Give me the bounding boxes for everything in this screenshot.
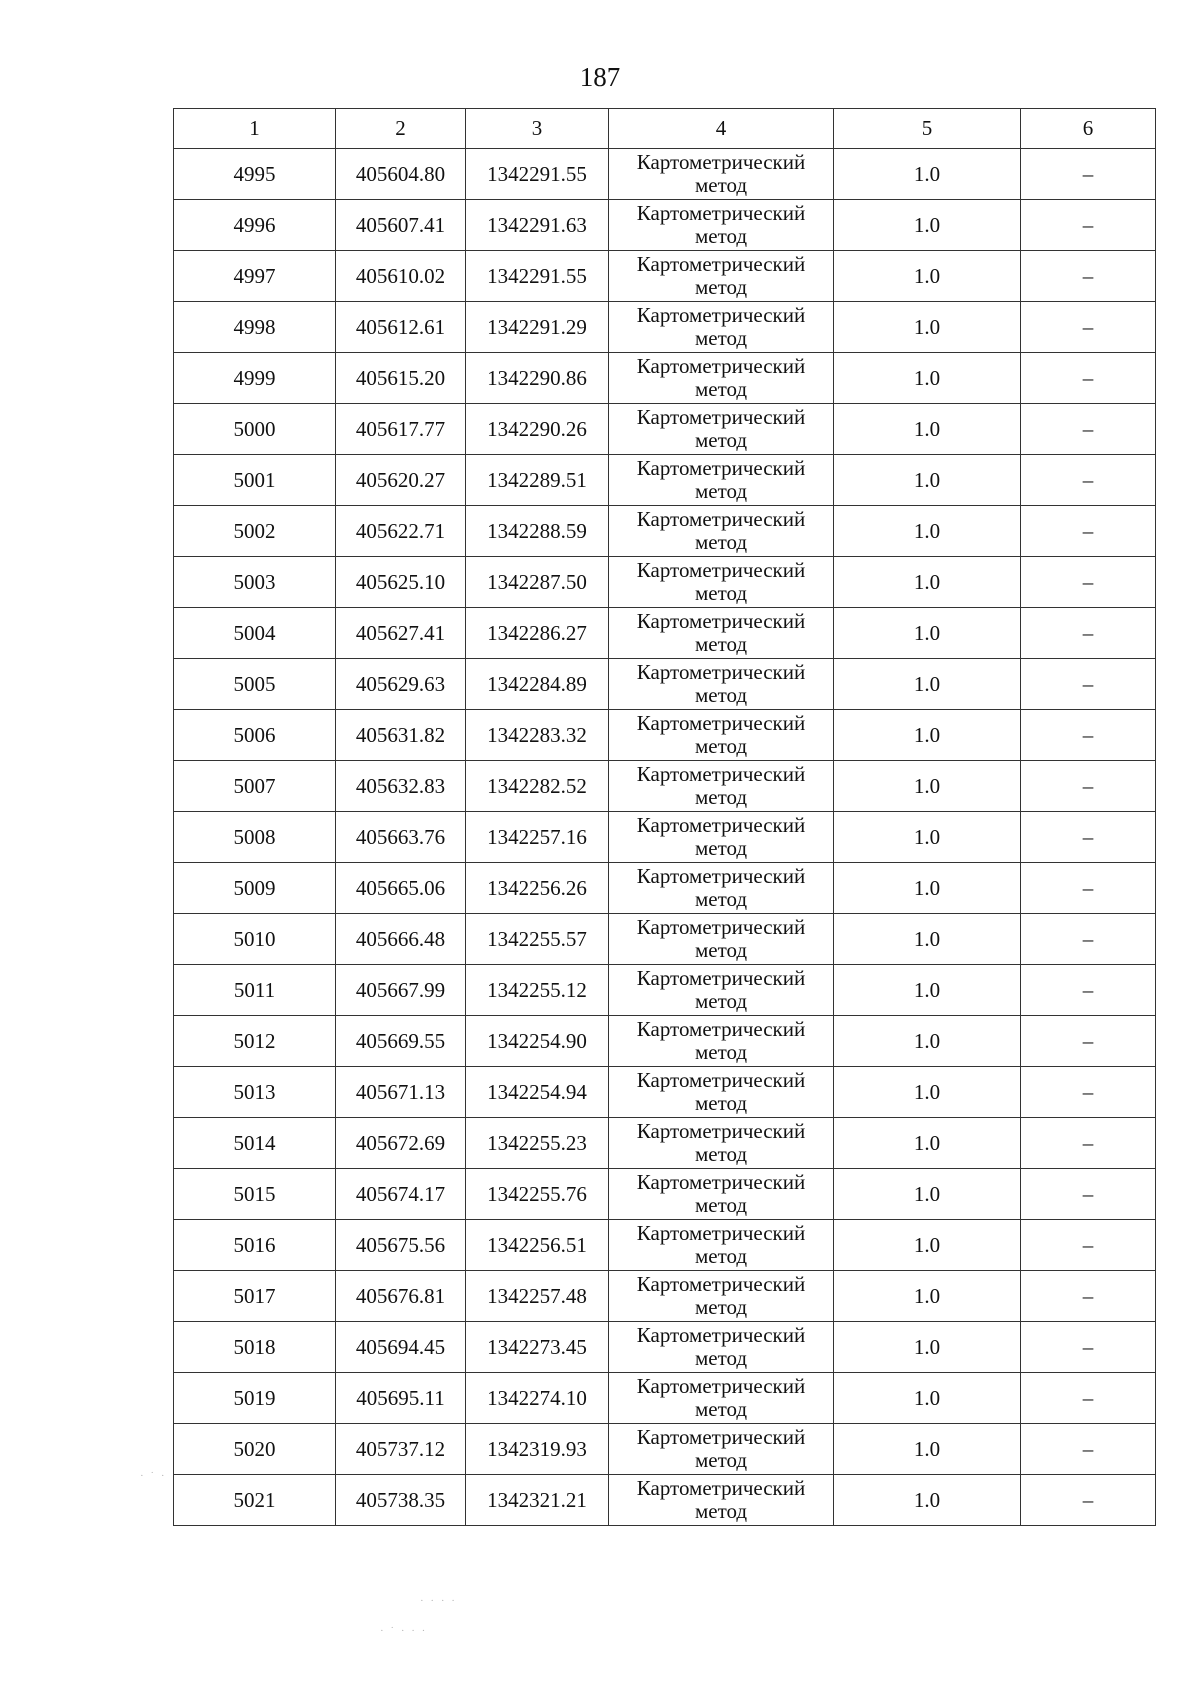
- method-cell: Картометрический метод: [609, 404, 834, 455]
- point-number-cell: 4999: [174, 353, 336, 404]
- table-row: [174, 1220, 1156, 1271]
- point-number-cell: 5014: [174, 1118, 336, 1169]
- method-cell: Картометрический метод: [609, 557, 834, 608]
- accuracy-cell: 1.0: [834, 863, 1021, 914]
- y-coordinate-cell: 1342289.51: [466, 455, 609, 506]
- y-coordinate-cell: 1342257.48: [466, 1271, 609, 1322]
- note-cell: –: [1021, 761, 1156, 812]
- y-coordinate-cell: 1342290.26: [466, 404, 609, 455]
- scan-artifact: · ˙ ·: [140, 1470, 167, 1482]
- point-number-cell: 5001: [174, 455, 336, 506]
- y-coordinate-cell: 1342254.94: [466, 1067, 609, 1118]
- table-row: [174, 251, 1156, 302]
- method-cell: Картометрический метод: [609, 149, 834, 200]
- accuracy-cell: 1.0: [834, 149, 1021, 200]
- accuracy-cell: 1.0: [834, 1118, 1021, 1169]
- table-row: [174, 914, 1156, 965]
- y-coordinate-cell: 1342282.52: [466, 761, 609, 812]
- header-cell: 1: [174, 109, 336, 149]
- method-cell: Картометрический метод: [609, 506, 834, 557]
- x-coordinate-cell: 405610.02: [336, 251, 466, 302]
- note-cell: –: [1021, 353, 1156, 404]
- x-coordinate-cell: 405672.69: [336, 1118, 466, 1169]
- point-number-cell: 4997: [174, 251, 336, 302]
- y-coordinate-cell: 1342256.51: [466, 1220, 609, 1271]
- note-cell: –: [1021, 1220, 1156, 1271]
- note-cell: –: [1021, 965, 1156, 1016]
- y-coordinate-cell: 1342255.23: [466, 1118, 609, 1169]
- note-cell: –: [1021, 608, 1156, 659]
- table-row: [174, 1322, 1156, 1373]
- y-coordinate-cell: 1342255.76: [466, 1169, 609, 1220]
- x-coordinate-cell: 405625.10: [336, 557, 466, 608]
- method-cell: Картометрический метод: [609, 1169, 834, 1220]
- accuracy-cell: 1.0: [834, 761, 1021, 812]
- table-row: [174, 1016, 1156, 1067]
- note-cell: –: [1021, 404, 1156, 455]
- x-coordinate-cell: 405620.27: [336, 455, 466, 506]
- method-cell: Картометрический метод: [609, 1322, 834, 1373]
- point-number-cell: 5016: [174, 1220, 336, 1271]
- point-number-cell: 5013: [174, 1067, 336, 1118]
- note-cell: –: [1021, 1475, 1156, 1526]
- table-header-row: [174, 109, 1156, 149]
- table-row: [174, 1118, 1156, 1169]
- note-cell: –: [1021, 200, 1156, 251]
- method-cell: Картометрический метод: [609, 761, 834, 812]
- method-cell: Картометрический метод: [609, 302, 834, 353]
- y-coordinate-cell: 1342291.55: [466, 149, 609, 200]
- accuracy-cell: 1.0: [834, 1016, 1021, 1067]
- method-cell: Картометрический метод: [609, 200, 834, 251]
- y-coordinate-cell: 1342286.27: [466, 608, 609, 659]
- table-row: [174, 200, 1156, 251]
- table-row: [174, 710, 1156, 761]
- note-cell: –: [1021, 1169, 1156, 1220]
- method-cell: Картометрический метод: [609, 608, 834, 659]
- y-coordinate-cell: 1342290.86: [466, 353, 609, 404]
- accuracy-cell: 1.0: [834, 1220, 1021, 1271]
- note-cell: –: [1021, 1067, 1156, 1118]
- note-cell: –: [1021, 1373, 1156, 1424]
- y-coordinate-cell: 1342273.45: [466, 1322, 609, 1373]
- method-cell: Картометрический метод: [609, 1016, 834, 1067]
- note-cell: –: [1021, 659, 1156, 710]
- point-number-cell: 5011: [174, 965, 336, 1016]
- accuracy-cell: 1.0: [834, 251, 1021, 302]
- point-number-cell: 5018: [174, 1322, 336, 1373]
- table-row: [174, 1373, 1156, 1424]
- x-coordinate-cell: 405604.80: [336, 149, 466, 200]
- accuracy-cell: 1.0: [834, 506, 1021, 557]
- table-row: [174, 149, 1156, 200]
- note-cell: –: [1021, 812, 1156, 863]
- accuracy-cell: 1.0: [834, 812, 1021, 863]
- note-cell: –: [1021, 1322, 1156, 1373]
- header-cell: 4: [609, 109, 834, 149]
- table-row: [174, 863, 1156, 914]
- header-cell: 5: [834, 109, 1021, 149]
- coordinates-table: [173, 108, 1156, 1526]
- x-coordinate-cell: 405738.35: [336, 1475, 466, 1526]
- table-row: [174, 761, 1156, 812]
- y-coordinate-cell: 1342256.26: [466, 863, 609, 914]
- method-cell: Картометрический метод: [609, 1271, 834, 1322]
- page-number: 187: [579, 62, 621, 92]
- note-cell: –: [1021, 1118, 1156, 1169]
- header-cell: 2: [336, 109, 466, 149]
- method-cell: Картометрический метод: [609, 353, 834, 404]
- point-number-cell: 5007: [174, 761, 336, 812]
- y-coordinate-cell: 1342288.59: [466, 506, 609, 557]
- point-number-cell: 5017: [174, 1271, 336, 1322]
- point-number-cell: 5004: [174, 608, 336, 659]
- method-cell: Картометрический метод: [609, 1220, 834, 1271]
- note-cell: –: [1021, 1271, 1156, 1322]
- scan-artifact: · · · ·: [420, 1595, 457, 1607]
- y-coordinate-cell: 1342274.10: [466, 1373, 609, 1424]
- point-number-cell: 5005: [174, 659, 336, 710]
- note-cell: –: [1021, 149, 1156, 200]
- note-cell: –: [1021, 710, 1156, 761]
- x-coordinate-cell: 405607.41: [336, 200, 466, 251]
- table-row: [174, 812, 1156, 863]
- accuracy-cell: 1.0: [834, 1322, 1021, 1373]
- table-row: [174, 455, 1156, 506]
- method-cell: Картометрический метод: [609, 914, 834, 965]
- point-number-cell: 5006: [174, 710, 336, 761]
- point-number-cell: 4998: [174, 302, 336, 353]
- x-coordinate-cell: 405667.99: [336, 965, 466, 1016]
- method-cell: Картометрический метод: [609, 455, 834, 506]
- accuracy-cell: 1.0: [834, 302, 1021, 353]
- y-coordinate-cell: 1342284.89: [466, 659, 609, 710]
- table-row: [174, 659, 1156, 710]
- point-number-cell: 5003: [174, 557, 336, 608]
- method-cell: Картометрический метод: [609, 1067, 834, 1118]
- accuracy-cell: 1.0: [834, 1475, 1021, 1526]
- x-coordinate-cell: 405622.71: [336, 506, 466, 557]
- point-number-cell: 4996: [174, 200, 336, 251]
- x-coordinate-cell: 405675.56: [336, 1220, 466, 1271]
- accuracy-cell: 1.0: [834, 455, 1021, 506]
- point-number-cell: 5012: [174, 1016, 336, 1067]
- method-cell: Картометрический метод: [609, 659, 834, 710]
- y-coordinate-cell: 1342255.57: [466, 914, 609, 965]
- table-row: [174, 608, 1156, 659]
- table-row: [174, 557, 1156, 608]
- table-row: [174, 1271, 1156, 1322]
- accuracy-cell: 1.0: [834, 1169, 1021, 1220]
- method-cell: Картометрический метод: [609, 1118, 834, 1169]
- y-coordinate-cell: 1342291.55: [466, 251, 609, 302]
- point-number-cell: 5020: [174, 1424, 336, 1475]
- table-row: [174, 506, 1156, 557]
- x-coordinate-cell: 405612.61: [336, 302, 466, 353]
- point-number-cell: 4995: [174, 149, 336, 200]
- table-row: [174, 1169, 1156, 1220]
- accuracy-cell: 1.0: [834, 914, 1021, 965]
- x-coordinate-cell: 405663.76: [336, 812, 466, 863]
- point-number-cell: 5010: [174, 914, 336, 965]
- x-coordinate-cell: 405669.55: [336, 1016, 466, 1067]
- method-cell: Картометрический метод: [609, 863, 834, 914]
- method-cell: Картометрический метод: [609, 251, 834, 302]
- y-coordinate-cell: 1342291.63: [466, 200, 609, 251]
- x-coordinate-cell: 405676.81: [336, 1271, 466, 1322]
- accuracy-cell: 1.0: [834, 1373, 1021, 1424]
- table-row: [174, 1475, 1156, 1526]
- x-coordinate-cell: 405666.48: [336, 914, 466, 965]
- note-cell: –: [1021, 1424, 1156, 1475]
- point-number-cell: 5002: [174, 506, 336, 557]
- method-cell: Картометрический метод: [609, 1475, 834, 1526]
- accuracy-cell: 1.0: [834, 557, 1021, 608]
- x-coordinate-cell: 405695.11: [336, 1373, 466, 1424]
- accuracy-cell: 1.0: [834, 659, 1021, 710]
- method-cell: Картометрический метод: [609, 710, 834, 761]
- note-cell: –: [1021, 302, 1156, 353]
- accuracy-cell: 1.0: [834, 1424, 1021, 1475]
- x-coordinate-cell: 405671.13: [336, 1067, 466, 1118]
- method-cell: Картометрический метод: [609, 1424, 834, 1475]
- x-coordinate-cell: 405617.77: [336, 404, 466, 455]
- x-coordinate-cell: 405674.17: [336, 1169, 466, 1220]
- table-row: [174, 1424, 1156, 1475]
- y-coordinate-cell: 1342319.93: [466, 1424, 609, 1475]
- x-coordinate-cell: 405632.83: [336, 761, 466, 812]
- table-row: [174, 302, 1156, 353]
- accuracy-cell: 1.0: [834, 965, 1021, 1016]
- y-coordinate-cell: 1342287.50: [466, 557, 609, 608]
- method-cell: Картометрический метод: [609, 812, 834, 863]
- table-row: [174, 404, 1156, 455]
- method-cell: Картометрический метод: [609, 1373, 834, 1424]
- note-cell: –: [1021, 455, 1156, 506]
- y-coordinate-cell: 1342254.90: [466, 1016, 609, 1067]
- y-coordinate-cell: 1342283.32: [466, 710, 609, 761]
- x-coordinate-cell: 405631.82: [336, 710, 466, 761]
- table-row: [174, 965, 1156, 1016]
- table-row: [174, 353, 1156, 404]
- accuracy-cell: 1.0: [834, 608, 1021, 659]
- point-number-cell: 5021: [174, 1475, 336, 1526]
- accuracy-cell: 1.0: [834, 200, 1021, 251]
- note-cell: –: [1021, 557, 1156, 608]
- header-cell: 6: [1021, 109, 1156, 149]
- y-coordinate-cell: 1342291.29: [466, 302, 609, 353]
- y-coordinate-cell: 1342321.21: [466, 1475, 609, 1526]
- accuracy-cell: 1.0: [834, 1271, 1021, 1322]
- header-cell: 3: [466, 109, 609, 149]
- note-cell: –: [1021, 863, 1156, 914]
- x-coordinate-cell: 405627.41: [336, 608, 466, 659]
- accuracy-cell: 1.0: [834, 404, 1021, 455]
- note-cell: –: [1021, 914, 1156, 965]
- point-number-cell: 5015: [174, 1169, 336, 1220]
- note-cell: –: [1021, 1016, 1156, 1067]
- coordinates-table-body: [174, 109, 1156, 1526]
- accuracy-cell: 1.0: [834, 710, 1021, 761]
- method-cell: Картометрический метод: [609, 965, 834, 1016]
- accuracy-cell: 1.0: [834, 1067, 1021, 1118]
- x-coordinate-cell: 405694.45: [336, 1322, 466, 1373]
- point-number-cell: 5008: [174, 812, 336, 863]
- note-cell: –: [1021, 251, 1156, 302]
- y-coordinate-cell: 1342257.16: [466, 812, 609, 863]
- accuracy-cell: 1.0: [834, 353, 1021, 404]
- point-number-cell: 5000: [174, 404, 336, 455]
- point-number-cell: 5009: [174, 863, 336, 914]
- scan-artifact: · ˙ · · ·: [380, 1625, 428, 1637]
- x-coordinate-cell: 405629.63: [336, 659, 466, 710]
- x-coordinate-cell: 405737.12: [336, 1424, 466, 1475]
- y-coordinate-cell: 1342255.12: [466, 965, 609, 1016]
- x-coordinate-cell: 405665.06: [336, 863, 466, 914]
- x-coordinate-cell: 405615.20: [336, 353, 466, 404]
- table-row: [174, 1067, 1156, 1118]
- point-number-cell: 5019: [174, 1373, 336, 1424]
- note-cell: –: [1021, 506, 1156, 557]
